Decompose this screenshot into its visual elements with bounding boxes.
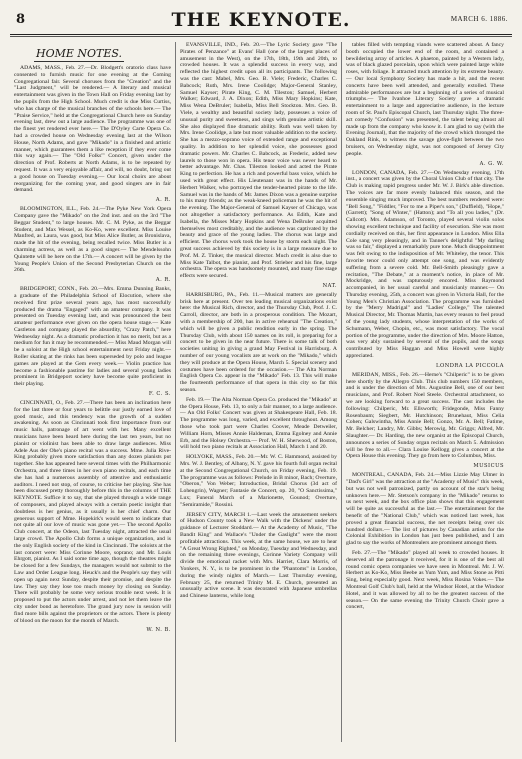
signature: A. R. xyxy=(155,197,171,204)
news-item-montreal: MONTREAL, CANADA, Feb. 24.—Miss Lizzie May Ulmer in "Dad's Girl" was the attraction at the "Academy of Music" this week, but was not well patronized, partly on account of the star's being unknown here.— Mr. Stetson's company in the "Mikado" returns to us next week, and the box office plan shows that this engagement will be quite as successful as the last.— The entertainment for the benefit of the "National Club," which was noticed last week, has proved a great financial success, the net receipts being over six hundred dollars.— The list of pictures by Canadian artists for the Colonial Exhibition in London has just been published, and I am glad to say the works of Montrealers are prominent amongst them. xyxy=(346,472,504,547)
news-item-bridgeport: BRIDGEPORT, CONN., Feb. 20.—Mrs. Emma Dunning Banks, a graduate of the Philadelphia School of Elocution, where she received first prize several years ago, has most successfully produced the drama "Engaged" with an amateur company. It was presented on Tuesday evening last, and was pronounced the best amateur performance ever given on the opera house stage.— Kate Castleton and company played the absurdity, "Crazy Patch," here Wednesday night. As a dramatic production it has no merit, but as a medium for fun it may be recommended.— Miss Maud Morgan will be a soloist at the High school entertainment next Friday night.— Roller skating at the rinks has been superseded by polo and league games are played at the Gem every week.— Violin practice has become a fashionable pastime for ladies and several young ladies prominent in Bridgeport society have become quite proficient in their playing. xyxy=(14,286,171,388)
signature: LONDRA LA PICCOLA xyxy=(436,362,504,369)
section-heading: HOME NOTES. xyxy=(36,47,123,60)
signature: W. N. B. xyxy=(146,627,171,634)
news-item-holyoke: HOLYOKE, MASS., Feb. 20.—Mr. W. C. Hammond, assisted by Mrs. W. J. Bentley, of Albany, N. Y. gave his fourth full organ recital at the Second Congregational Church, on Friday evening, Feb. 19. The programme was as follows: Prelude in B minor, Bach; Overture, "Oberon," Von Weber; Introduction, Bridal Chorus (3d act of Lohengrin), Wagner; Fantasie de Concert, op. 20, "O Sanctissima," Lux; Funeral March of a Marionette, Gounod; Overture, "Semiramide," Rossini. xyxy=(180,454,337,508)
signature: A. R. xyxy=(155,277,171,284)
publication-title: THE KEYNOTE. xyxy=(171,9,351,31)
news-item-bloomington: BLOOMINGTON, ILL., Feb. 24.—The Pyke New York Opera Company gave the "Mikado" on the 2nd inst. and on the 3rd "The Beggar Student," to large houses. Mr. C. M. Pyke, as the Beggar Student, and Max Wessel, as Ko-Ko, were excellent. Miss Louise Manfred, as Laura, was good, but Miss Alice Butler, as Bronislava, made the hit of the evening, being recalled twice. Miss Butler is a charming actress, as well as a good singer.— The Mendelssohn Quintette will be here on the 17th.— A concert will be given by the Young People's Union of the Second Presbyterian Church on the 26th. xyxy=(14,206,171,274)
signature: MUSICUS xyxy=(473,463,504,470)
news-item-harrisburg: HARRISBURG, PA., Feb. 11.—Musical matters are generally brisk here at present. Over ten leading musical organizations exist here: the Musical Rich, director, and the Thursday Club, Prof. J. C. Carroll, director, are both in a prosperous condition. The Mozart, with a membership of 200, has in active rehearsal "The Creation," which will be given a public rendition early in the spring. The Thursday Club, with about 150 names on its roll, is preparing for a concert to be given in the near future. There is some talk of both societies uniting in giving a grand May Festival in Harrisburg. A number of our young vocalists are at work on the "Mikado," which they will produce at the Opera House, March 5. Special scenery and costumes have been ordered for the occasion.— The Alta Norman English Opera Co. appear in the "Mikado" Feb. 13. This will make the fourteenth performance of that opera in this city so far this season. xyxy=(180,291,337,394)
signature: NAT. xyxy=(322,282,337,289)
news-item-jersey-city: JERSEY CITY, MARCH 1.—Last week the amusement seekers of Hudson County took a New Walk with the Dickens' under the guidance of Lecturer Stoddard.— At the Academy of Music, "The Bandit King" and Wallace's "Under the Gaslight" were the most profitable attractions. This week, at the same house, we are to hear "A Great Wrong Righted," on Monday, Tuesday and Wednesday, and on the remaining three evenings, Corinne Variety Company will divide the emotional racket with Mrs. Harriet, Clara Morris, of Yonkers, N. Y., is to be prominent in the "Phantoms" in London, during the windy nights of March.— Last Thursday evening, February 25, the returned Trinity M. E. Church, presented an unusually active scene. It was decorated with Japanese umbrellas and Chinese lanterns, while long xyxy=(180,511,337,600)
news-item-adams: ADAMS, MASS., Feb. 27.—Dr. Blodgett's oratorio class have consented to furnish music for one evening at the Coming Congregational fair. Several choruses from the "Creation" and the "Last Judgment," will be rendered.— A literary and musical entertainment was given in the Town Hall on Friday evening last by the pupils from the High School. Much credit is due Miss Curtiss, who has charge of the musical branches of the schools here.— The "Praise Service," held at the Congregational Church here on Sunday evening last, drew out a large audience. The programme was one of the finest yet rendered ever here.— The D'Oyley Carte Opera Co. had a crowded house on Wednesday evening last at the Wilson House, North Adams, and gave "Mikado" in a finished and artistic manner, which guarantees them a like reception if they ever come this way again.— The "Old Folks'" Concert, given under the direction of Prof. Roberts at North Adams, is to be repeated by request. It was a very enjoyable affair, and will, no doubt, bring out a good house on Tuesday evening.— Our local choirs are about reorganizing for the coming year, and good singers are in fair demand. xyxy=(14,65,171,194)
news-item-jersey-city-cont: tables filled with tempting viands were scattered about. A fancy booth occupied the lower end of the room, and contained a bewildering array of articles. A phaeton, painted by a Western lady, was of black glazed porcelain, upon which were painted large white roses, with foliage. It attracted much attention by its extreme beauty.— Our local Symphony Society has made a hit, and the recent concerts have been well attended, and generally extolled. These admirable performances are but a beginning of a series of musical triumphs.— The Ivanhoe Literary Society gave a dramatic entertainment to a large and appreciative audience, in the lecture room of St. Paul's Episcopal Church, last Thursday night. The three-act comedy "Confusion" was presented, the talent being almost all made up from the company who know it. I am glad to say (with the Evening Journal), that the majority of the crowd which thronged the Oakland Rink, to witness the savage glove-fight between the two bruisers, on Wednesday night, was not composed of Jersey City people. xyxy=(346,42,504,157)
signature: F. C. S. xyxy=(148,391,171,398)
column-2 xyxy=(176,42,342,742)
signature: A. G. W. xyxy=(479,160,504,167)
page-number: 8 xyxy=(16,12,26,27)
news-item-cincinnati: CINCINNATI, O., Feb. 27.—There has been an inclination here for the last three or four years to belittle our justly earned love of good music, and this tendency was the growth of a sudden awakening. As soon as Cincinnati took first importance from our music halls, patronage of art went with her. Many excellent musicians have been heard here during the last ten years, but no pianist or violinist has been able to draw large audiences. Miss Adele Aus der Ohe's piano recital was a success. Mme. Julia Rive-King probably given more satisfaction than any dozen pianists put together. She has appeared here several times with the Philharmonic Orchestra, and three times in her own piano recitals, and each time she has had a numerous assembly of attentive and enthusiastic auditors. I need not stop, of course, to criticise her playing. She has been discussed pretty thoroughly before this in the columns of THE KEYNOTE. Suffice it to say, that she played through a wide range of composers, and played always with a certain poetic insight that doubtless is her genius, as it usually is her chief charm. Our generous support of Mme. Hopekirk's would seem to indicate that not quite all our love of music was gone yet.— The second Apollo Club concert, at the Odeon, last Tuesday night, attracted the usual large crowd. The Apollo Club forms a unique organization, and is the only English society of the kind in Cincinnati. The soloists at the last concert were: Miss Corinne Moore, soprano; and Mr. Louis Ehrgott, pianist. As I said some time ago, though the theatres might be closed for a few Sundays, the managers would not submit to the Law and Order League long. Heuck's and the People's say they will open up again next Sunday, despite their promise, and despite the law. They say they lose too much money by closing on Sunday. There will probably be some very serious trouble next week. It is proposed to put the actors under arrest, and not let them leave the city under bond as heretofore. The grand jury now in session will find more bills against the proprietors or the actors. There is plenty of blood on the moon for the month of March. xyxy=(14,400,171,624)
masthead-rule xyxy=(10,36,512,37)
news-item-montreal-feb27: Feb. 27.—The "Mikado" played all week to crowded houses. It deserved all the patronage it received, for it is one of the best all round comic opera companies we have seen in Montreal. Mr. J. W. Herbert as Ko-Ko, Miss Beebe as Yum Yum, and Miss Stone as Pitti Sing, being especially good. Next week, Miss Rosina Vokes.— The Montreal Golf Club's ball, held at the Windsor Hotel, at the Windsor Hotel, and it was allowed by all to be the greatest success of the season.— On the same evening the Trinity Church Choir gave a concert, xyxy=(346,549,504,611)
article-columns xyxy=(10,42,512,742)
issue-date: MARCH 6. 1886. xyxy=(450,15,508,23)
masthead xyxy=(10,8,512,35)
news-item-london-canada: LONDON, CANADA, Feb. 27.—On Wednesday evening, 17th inst., a concert was given by the Choral Union Club of that city. The Club is making rapid progress under Mr. W. J. Birk's able direction. The voices are far more evenly balanced this season, and the ensemble singing much improved. The best numbers rendered were: "Bell Song," "Fiddler, "For to me a Piper's son," (Duffield), "Hope," (Garrett); "Song of Winter," (Hatton); and "To all you ladies," (Dr. Callcott). Mrs. Adamson, of Toronto, played several violin solos showing excellent technique and facility of execution. She was most cordially received on this, her first appearance in London. Miss Ella Cole sang very pleasingly, and in Tanner's delightful "My darling was so fair," displayed a remarkably pure tone. Much disappointment was felt owing to the indisposition of Mr. Whiteley, the tenor. This favorite tenor could only attempt one song, and was evidently suffering from a severe cold. Mr. Bell-Smith pleasingly gave a recitation, "The Debate," at a moment's notice, in place of Mr. Mockridge, and was rapturously encored. Miss Raymond accompanied, in her usual careful and musicianly manner.— On Thursday evening, 25th, a concert was given in Victoria Hall, for the Young Men's Christian Association. The programme was furnished by the "Merry Madrigal" and "Ladies' College," The talented Musical Director, Mr. Thomas Martin, has every reason to feel proud of the young lady students, whose interpretation of the works of Schumann, Weber, Chopin, etc., was most satisfactory. The vocal portion of the programme, under the direction of Mrs. Moore Hatton, was very ably sustained by several of the pupils, and the songs contributed by Miss Haggan and Miss Howell were highly appreciated. xyxy=(346,169,504,360)
news-item-meridan: MERIDAN, MISS., Feb. 26.—Herne's "Chilperic" is to be given here shortly by the Allegro Club. This club numbers 150 members, and is under the direction of Mrs. Augustine Bell, one of our best musicians, and Prof. Robert Noel Steele. Orchestral attachment, so we are looking forward to a great success. The cast includes the following: Chilperic, Mr. Ellsworth; Fridegonde, Miss Fanny Rosenbaum; Siegbert, Mr. Hutchinson; Brunehaut, Miss Celia Cohen; Galswintha, Miss Annie Bell; Gonzo, Mr. A. Bell; Fatime, Mr. Belcher; Landry, Mr. Gibbs; Merowig, Mr. Griggs; Alfred, Mr. Slaughter.— Dr. Harding, the new organist at the Episcopal Church, announces a series of Sunday organ recitals on March 5. Admission will be free to all.— Clara Louise Kellogg gives a concert at the Opera House this evening. They go from here to Columbus, Miss. xyxy=(346,371,504,460)
column-1 xyxy=(10,42,176,742)
column-3 xyxy=(342,42,508,742)
news-item-harrisburg-feb19: Feb. 19.— The Alta Norman Opera Co. produced the "Mikado" at the Opera House, Feb. 13, to only a fair manner, to a large audience.— An Old Folks' Concert was given at Shakespeare Hall, Feb. 18. The programme was long, varied, and excellent throughout. Among those who took part were Charles Coover, Meade Detweiler, William Horn, Misses Annie Haldeman, Emma Egolney and Annie Erb, and the Holsey Orchestra.— Prof. W. H. Sherwood, of Boston, will hold two piano recitals at Association Hall, March 1 and 20. xyxy=(180,396,337,451)
news-item-evansville: EVANSVILLE, IND., Feb. 20.—The Lyric Society gave "The Pirates of Penzance" at Evans' Hall (one of the largest places of amusement in the West), on the 17th, 18th, 19th and 20th, to crowded houses. It was a splendid success in every way, and reflected the highest credit upon all its participants. The following was the cast: Mabel, Mrs. Geo. B. Viele; Frederic, Charles C. Babcock; Ruth, Mrs. Irene Coolidge; Major-General Stanley, Samuel Kayser; Pirate King, C. M. Tileston; Samuel, Herbert Walker; Edward, J. A. Dixon; Edith, Miss Mary Hopkins; Kate, Miss Wena DeBruler; Isabella, Miss Bell Stockton. Mrs. Geo. B. Viele, a wealthy and beautiful society lady, possesses a voice of unusual purity and sweetness, and sings with genuine artistic skill. She also displayed fine dramatic ability. Ruth was well taken by Mrs. Irene Coolidge, a late but most valuable addition to the society. She has a mezzo-soprano voice of extended range and exceptional quality. In addition to her splendid voice, she possesses good dramatic powers. Mr. Charles C. Babcock, as Frederic, added new laurels to those won in opera. His tenor voice was never heard to better advantage. Mr. Chas. Tileston looked and acted the Pirate King to perfection. He has a rich and powerful bass voice, which he used with great effect. His Lieutenant was in the hands of Mr. Herbert Walker, who portrayed the tender-hearted pirate to the life. Samuel was in the hands of Mr. James Dixon was a genuine surprise to his many friends; as the weak-kneed policeman he was the hit of the evening. The Major-General of Samuel Kayser of Chicago, was not altogether a satisfactory performance. As Edith, Kate and Isabella, the Misses Mary Hopkins and Wena DeBruler acquitted themselves most creditably, and the audience was captivated by the beauty and grace of the young ladies. The chorus was large and efficient. The chorus work took the house by storm each night. The great success achieved by this society is in a large measure due to Prof. M. Z. Tinker, the musical director. Much credit is also due to Miss Kate Talbot, the pianist, and Prof. Strieber and his fine, large orchestra. The opera was handsomely mounted, and many fine stage effects were secured. xyxy=(180,42,337,280)
